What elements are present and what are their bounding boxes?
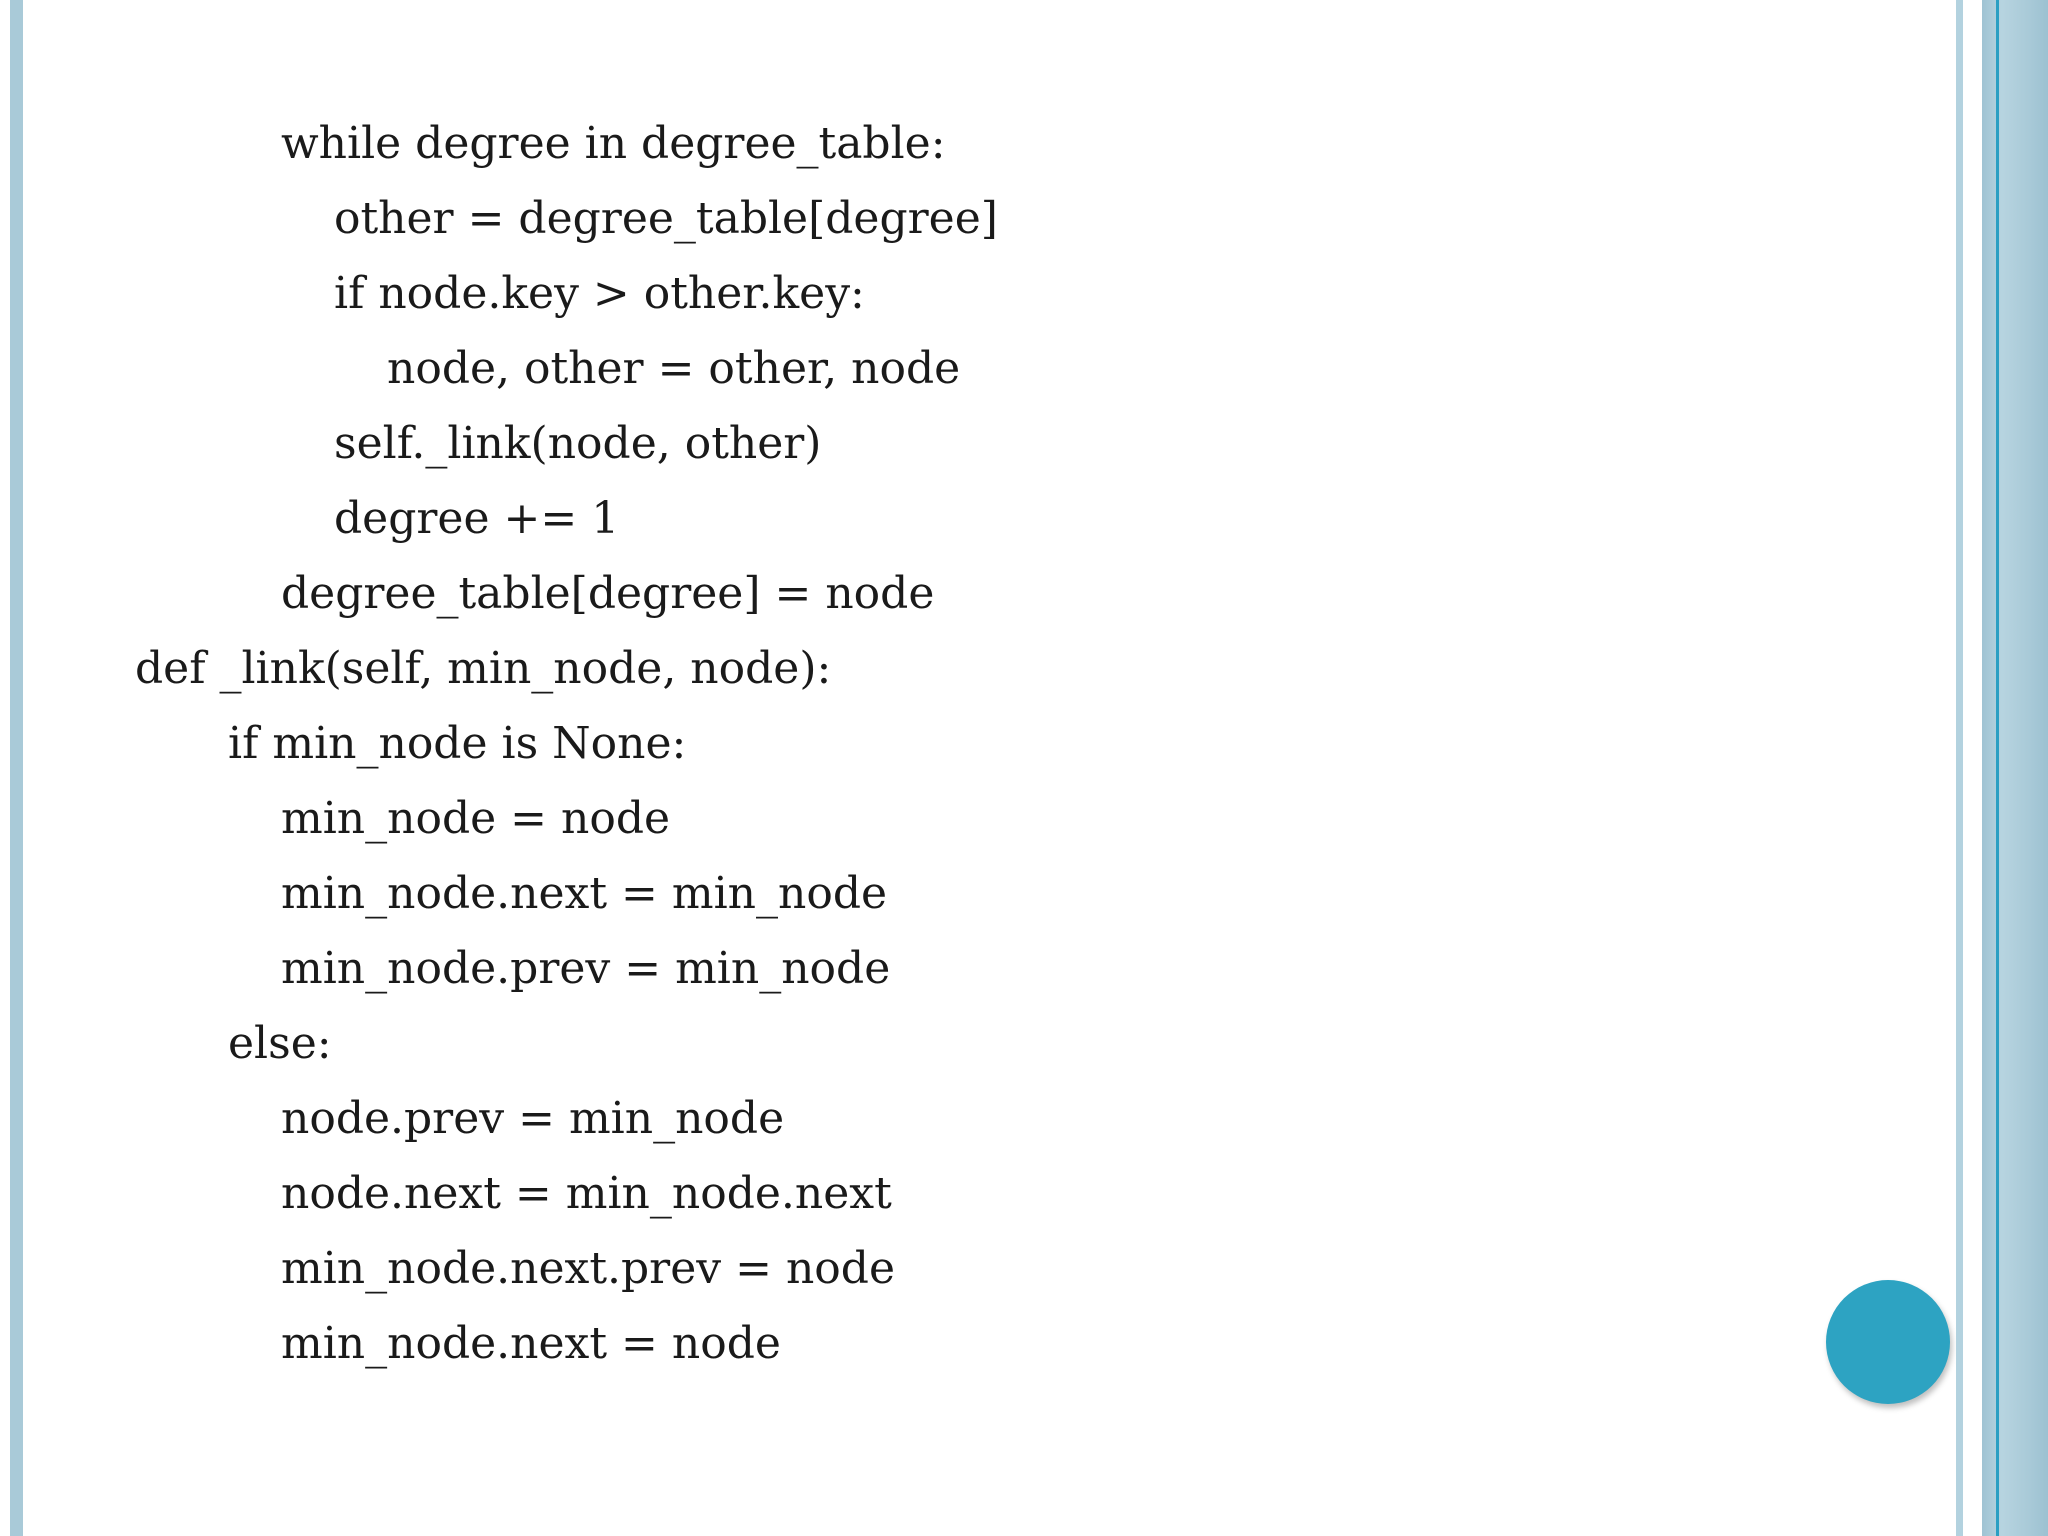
right-frame-accent-line <box>1996 0 1999 1536</box>
code-line: min_node.next = node <box>281 1318 781 1369</box>
right-frame-strip <box>1956 0 1963 1536</box>
code-line: min_node.prev = min_node <box>281 943 891 994</box>
code-line: if min_node is None: <box>228 718 687 769</box>
code-line: def _link(self, min_node, node): <box>135 643 832 694</box>
code-line: node, other = other, node <box>387 343 961 394</box>
code-line: self._link(node, other) <box>334 418 822 469</box>
code-line: other = degree_table[degree] <box>334 193 998 244</box>
code-line: min_node.next.prev = node <box>281 1243 895 1294</box>
right-frame-band <box>1982 0 2048 1536</box>
code-line: degree_table[degree] = node <box>281 568 935 619</box>
code-line: if node.key > other.key: <box>334 268 865 319</box>
code-line: node.prev = min_node <box>281 1093 785 1144</box>
right-frame <box>1956 0 2048 1536</box>
accent-circle <box>1826 1280 1950 1404</box>
code-line: min_node = node <box>281 793 671 844</box>
code-line: node.next = min_node.next <box>281 1168 892 1219</box>
code-line: else: <box>228 1018 332 1069</box>
code-line: min_node.next = min_node <box>281 868 888 919</box>
code-line: while degree in degree_table: <box>281 118 946 169</box>
code-line: degree += 1 <box>334 493 620 544</box>
